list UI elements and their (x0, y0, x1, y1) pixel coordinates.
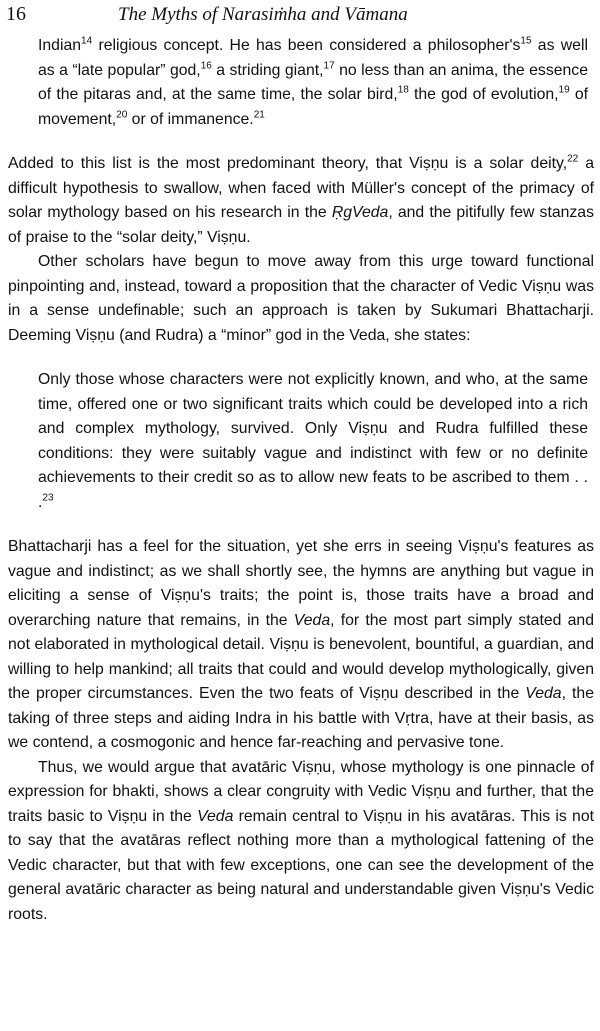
footnote-ref: 14 (81, 35, 93, 47)
quote-text: or of immanence. (127, 110, 254, 128)
footnote-ref: 22 (567, 153, 579, 165)
page-number: 16 (6, 3, 26, 25)
footnote-ref: 17 (323, 60, 335, 72)
quote-text: the god of evolution, (408, 86, 559, 103)
body-text (8, 34, 594, 927)
running-head (0, 0, 600, 26)
paragraph-text: a difficult hypothesis to swallow, when faced with Müller's concept of the primacy of solar mythology based on his research in the (8, 155, 594, 221)
footnote-ref: 16 (200, 60, 212, 72)
quote-text: Indian (38, 37, 82, 54)
footnote-ref: 19 (558, 84, 570, 96)
block-quote (8, 368, 594, 515)
paragraph-text: , for the most part simply stated and not elaborated in mythological detail. Viṣṇu is benevolent, bountiful, a guardian, and willing to help mankind; all traits that could and would develop mythologically, given the proper circumstances. Even the two feats of Viṣṇu described in the (8, 611, 594, 702)
quote-text: Only those whose characters were not explicitly known, and who, at the same time, offered one or two significant traits which could be developed into a rich and complex mythology, survived. Only Viṣṇu and Rudra fulfilled these conditions: they were suitably vague and indistinct with few or no definite achievements to their credit so as to allow new feats to be ascribed to them . . . (38, 371, 588, 511)
footnote-ref: 21 (253, 109, 265, 121)
paragraph-text: Added to this list is the most predominant theory, that Viṣṇu is a solar deity, (8, 155, 568, 172)
quote-text: as well as a “late popular” god, (38, 37, 588, 79)
paragraph-text: remain central to Viṣṇu in his avatāras. This is not to say that the avatāras reflect nothing more than a mythological fattening of the Vedic character, but that with few exceptions, one can see the development of the general avatāric character as being natural and understandable given Viṣṇu's Vedic roots. (8, 807, 595, 923)
quote-text: religious concept. He has been considered a philosopher's (92, 37, 521, 54)
footnote-ref: 18 (397, 84, 409, 96)
quote-text: no less than an anima, the essence of the pitaras and, at the same time, the solar bird, (38, 61, 588, 103)
paragraph-text: Bhattacharji has a feel for the situation, yet she errs in seeing Viṣṇu's features as vague and indistinct; as we shall shortly see, the hymns are anything but vague in eliciting a sense of Viṣṇu's traits; the point is, those traits have a broad and overarching nature that remains, in the (8, 538, 594, 629)
italic-title: Veda (525, 685, 562, 702)
footnote-ref: 15 (520, 35, 532, 47)
italic-title: Veda (197, 807, 234, 825)
quote-text: of movement, (38, 86, 588, 128)
paragraph (8, 152, 594, 250)
block-quote-continued (8, 34, 594, 132)
paragraph (8, 756, 594, 928)
paragraph-text: , the taking of three steps and aiding Indra in his battle with Vṛtra, have at their basis, as we contend, a cosmogonic and hence far-reaching and pervasive tone. (8, 685, 594, 751)
quote-text: a striding giant, (211, 61, 324, 79)
paragraph: Other scholars have begun to move away from this urge toward functional pinpointing and, instead, toward a proposition that the character of Vedic Viṣṇu was in a sense undefinable; such an approach is taken by Sukumari Bhattacharji. Deeming Viṣṇu (and Rudra) a “minor” god in the Veda, she states: (8, 253, 594, 344)
paragraph-text: Thus, we would argue that avatāric Viṣṇu, whose mythology is one pinnacle of expression for bhakti, shows a clear congruity with Vedic Viṣṇu and further, that the traits basic to Viṣṇu in the (8, 758, 594, 825)
paragraph-text: , and the pitifully few stanzas of praise to the “solar deity,” Viṣṇu. (8, 204, 594, 246)
italic-title: ṚgVeda (331, 204, 389, 221)
running-title: The Myths of Narasiṁha and Vāmana (118, 4, 408, 25)
paragraph (8, 535, 594, 756)
italic-title: Veda (293, 611, 331, 629)
footnote-ref: 20 (116, 109, 128, 121)
footnote-ref: 23 (42, 492, 54, 504)
